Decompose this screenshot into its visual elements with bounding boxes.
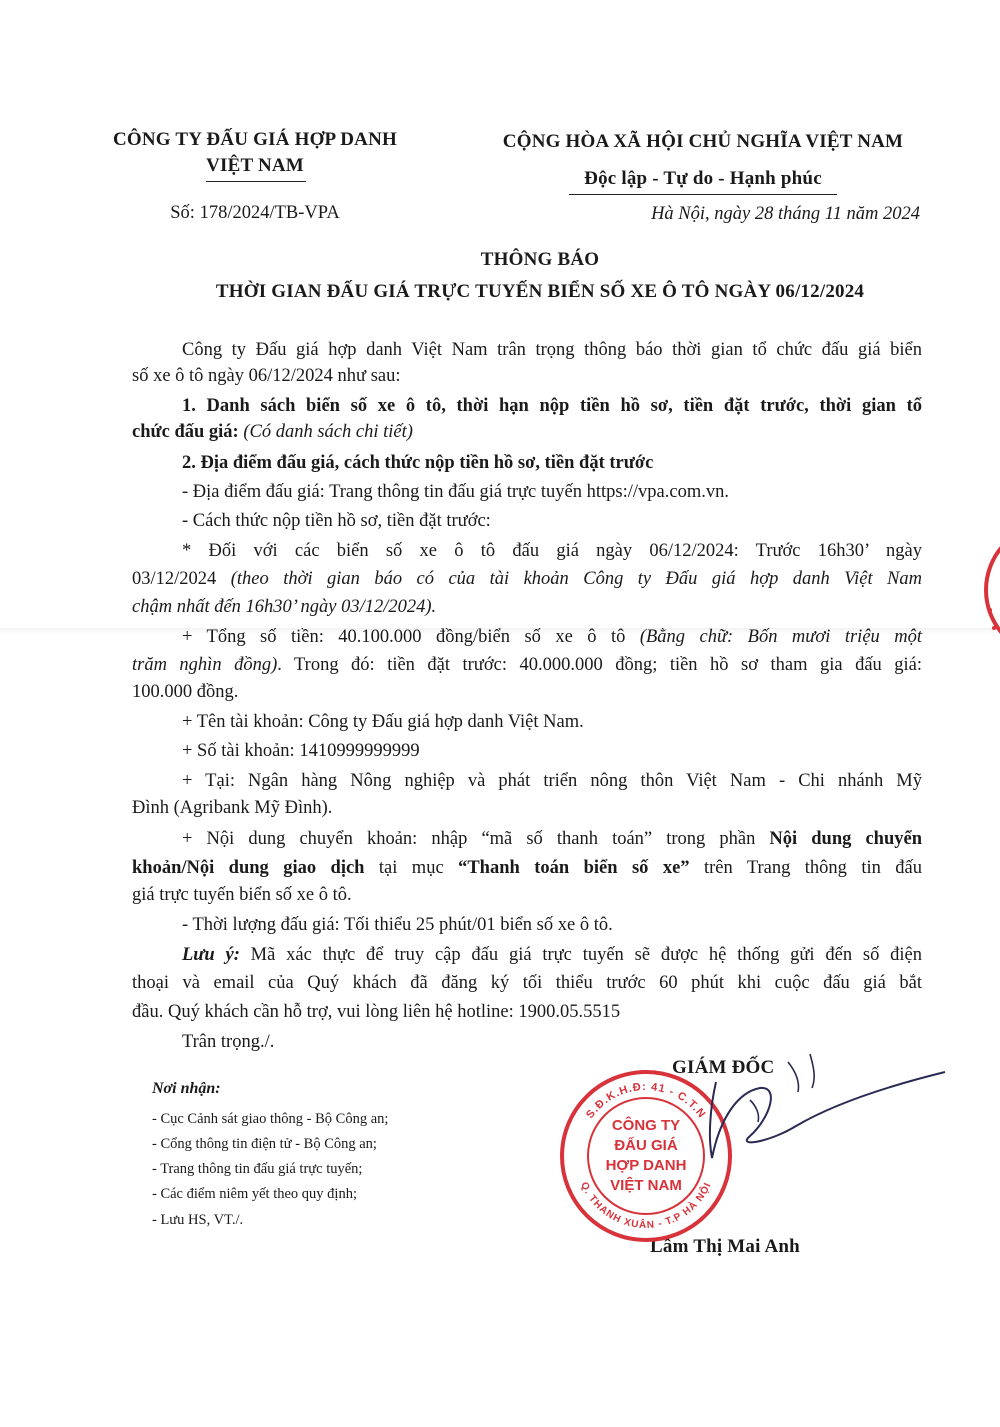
transfer-field: Nội dung chuyển	[769, 829, 923, 849]
total-line2	[132, 652, 922, 678]
signature-scribble-icon	[620, 1048, 960, 1178]
signature-title: GIÁM ĐỐC	[672, 1057, 775, 1078]
document-title: THÔNG BÁO	[480, 249, 600, 270]
deadline-date: 03/12/2024	[132, 569, 231, 589]
deadline-line1: * Đối với các biển số xe ô tô đấu giá ngày 06/12/2024: Trước 16h30’ ngày	[182, 541, 922, 561]
total-breakdown: . Trong đó: tiền đặt trước: 40.000.000 đồng; tiền hồ sơ tham gia đấu giá:	[277, 655, 923, 675]
transfer-line2	[132, 855, 922, 881]
section1-heading: 1. Danh sách biển số xe ô tô, thời hạn nộp tiền hồ sơ, tiền đặt trước, thời gian tổ	[182, 396, 922, 416]
org-name-underline	[206, 181, 306, 182]
note-label: Lưu ý:	[182, 945, 240, 965]
deadline-line3: chậm nhất đến 16h30’ ngày 03/12/2024).	[132, 597, 437, 617]
seal-ring-top: S.Đ.K.H.Đ: 41 - C.T.N	[584, 1080, 708, 1121]
deadline-note: (theo thời gian báo có của tài khoản Công ty Đấu giá hợp danh Việt Nam	[230, 569, 923, 589]
section1-heading-end: chức đấu giá:	[132, 422, 239, 442]
signatory-name: Lâm Thị Mai Anh	[650, 1236, 800, 1257]
recipient-item: - Lưu HS, VT./.	[152, 1212, 244, 1228]
location-end: .	[724, 482, 729, 502]
total-in-words-end: trăm nghìn đồng)	[132, 655, 278, 675]
section1-note: (Có danh sách chi tiết)	[243, 422, 413, 442]
bank-line1: + Tại: Ngân hàng Nông nghiệp và phát triển nông thôn Việt Nam - Chi nhánh Mỹ	[182, 771, 922, 791]
org-name-line1: CÔNG TY ĐẤU GIÁ HỢP DANH	[112, 129, 397, 150]
seal-ring-bottom: Q. THANH XUÂN - T.P HÀ NỘI	[578, 1180, 714, 1232]
total-in-words: (Bằng chữ: Bốn mươi triệu một	[639, 627, 922, 647]
transfer-line1	[132, 826, 922, 852]
location-url[interactable]: https://vpa.com.vn	[586, 482, 725, 502]
total-line1	[132, 624, 922, 650]
seal-line4: VIỆT NAM	[610, 1177, 682, 1194]
transfer-where: trên Trang thông tin đấu	[689, 858, 922, 878]
recipient-item: - Các điểm niêm yết theo quy định;	[152, 1186, 357, 1202]
section1-heading-cont	[132, 419, 922, 445]
national-title: CỘNG HÒA XÃ HỘI CHỦ NGHĨA VIỆT NAM	[502, 131, 904, 152]
total-amount: + Tổng số tiền: 40.100.000 đồng/biển số xe ô tô	[182, 627, 640, 647]
transfer-field-end: khoản/Nội dung giao dịch	[132, 858, 365, 878]
place-and-date: Hà Nội, ngày 28 tháng 11 năm 2024	[651, 204, 920, 224]
location-label: - Địa điểm đấu giá: Trang thông tin đấu giá trực tuyến	[182, 482, 587, 502]
recipient-item: - Trang thông tin đấu giá trực tuyến;	[152, 1161, 363, 1177]
intro-line2: số xe ô tô ngày 06/12/2024 như sau:	[132, 366, 401, 386]
note-line3: đầu. Quý khách cần hỗ trợ, vui lòng liên hệ hotline: 1900.05.5515	[132, 1002, 621, 1022]
bank-line2: Đình (Agribank Mỹ Đình).	[132, 798, 333, 818]
partial-seal-edge-icon	[972, 520, 1000, 660]
total-line3: 100.000 đồng.	[132, 682, 239, 702]
national-motto: Độc lập - Tự do - Hạnh phúc	[584, 168, 822, 189]
document-subtitle: THỜI GIAN ĐẤU GIÁ TRỰC TUYẾN BIỂN SỐ XE Ô TÔ NGÀY 06/12/2024	[215, 281, 865, 302]
seal-line3: HỢP DANH	[605, 1157, 687, 1174]
duration-line: - Thời lượng đấu giá: Tối thiểu 25 phút/01 biển số xe ô tô.	[182, 915, 613, 935]
recipient-item: - Cổng thông tin điện tử - Bộ Công an;	[152, 1136, 377, 1152]
seal-line1: CÔNG TY	[611, 1117, 681, 1134]
org-name-line2: VIỆT NAM	[206, 155, 304, 176]
method-line: - Cách thức nộp tiền hồ sơ, tiền đặt trước:	[182, 511, 491, 531]
transfer-line3: giá trực tuyến biển số xe ô tô.	[132, 885, 352, 905]
recipient-item: - Cục Cảnh sát giao thông - Bộ Công an;	[152, 1111, 389, 1127]
closing-line: Trân trọng./.	[182, 1032, 275, 1052]
transfer-text: + Nội dung chuyển khoản: nhập “mã số thanh toán” trong phần	[182, 829, 770, 849]
note-text: Mã xác thực để truy cập đấu giá trực tuyến sẽ được hệ thống gửi đến số điện	[239, 945, 922, 965]
recipients-label: Nơi nhận:	[152, 1080, 221, 1097]
account-name: + Tên tài khoản: Công ty Đấu giá hợp danh Việt Nam.	[182, 712, 584, 732]
transfer-section: “Thanh toán biển số xe”	[458, 858, 690, 878]
account-number: + Số tài khoản: 1410999999999	[182, 741, 420, 761]
transfer-at: tại mục	[364, 858, 459, 878]
motto-underline	[569, 194, 837, 195]
document-number: Số: 178/2024/TB-VPA	[170, 203, 340, 223]
intro-line1: Công ty Đấu giá hợp danh Việt Nam trân trọng thông báo thời gian tổ chức đấu giá biển	[182, 340, 922, 360]
location-line	[132, 479, 922, 505]
deadline-line2	[132, 566, 922, 592]
note-line1	[132, 942, 922, 968]
section2-heading: 2. Địa điểm đấu giá, cách thức nộp tiền hồ sơ, tiền đặt trước	[182, 453, 654, 473]
note-line2: thoại và email của Quý khách đã đăng ký tối thiểu trước 60 phút khi cuộc đấu giá bắt	[132, 973, 922, 993]
seal-line2: ĐẤU GIÁ	[614, 1137, 678, 1154]
